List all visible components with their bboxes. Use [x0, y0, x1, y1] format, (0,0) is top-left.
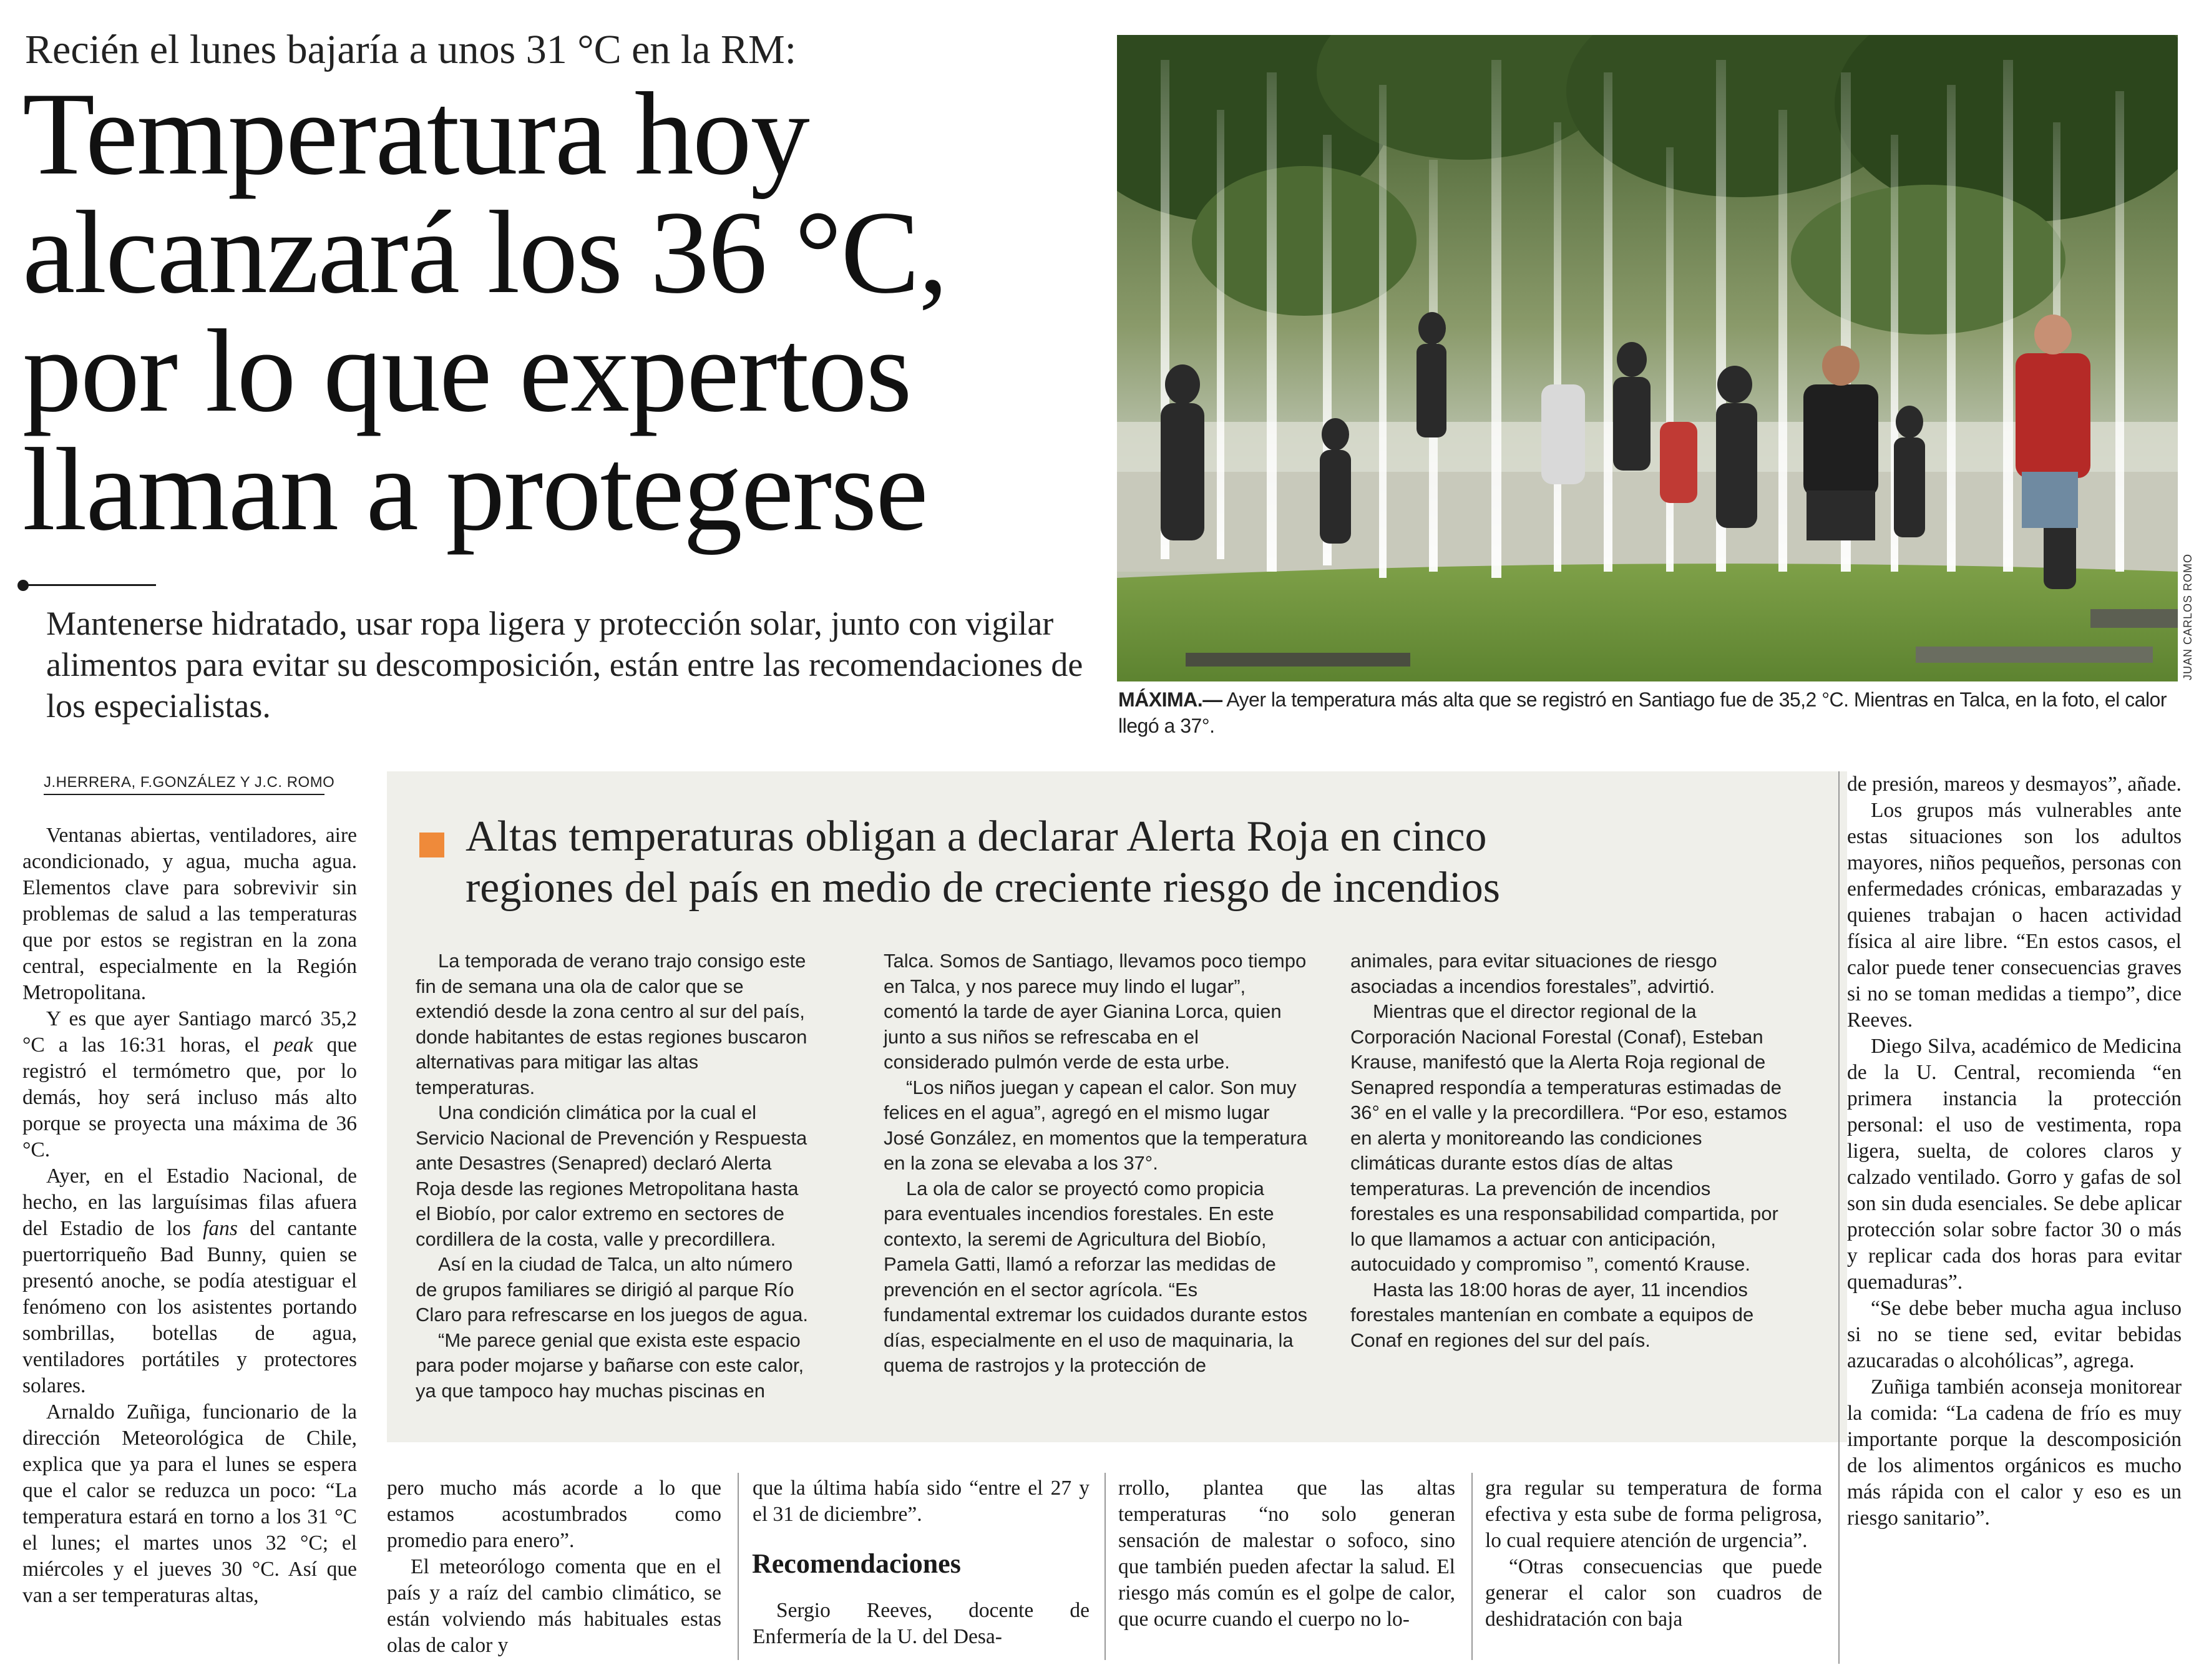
column-divider: [1104, 1473, 1106, 1660]
paragraph: “Se debe beber mucha agua incluso si no se tiene sed, evitar bebidas azucaradas o alcohólicas”, agrega.: [1847, 1297, 2182, 1372]
headline-line: Temperatura hoy: [22, 69, 809, 200]
byline: J.HERRERA, F.GONZÁLEZ Y J.C. ROMO: [44, 774, 335, 791]
caption-text: Ayer la temperatura más alta que se registró en Santiago fue de 35,2 °C. Mientras en Talca, en la foto, el calor llegó a 37°.: [1118, 688, 2167, 737]
paragraph: Así en la ciudad de Talca, un alto número de grupos familiares se dirigió al parque Río Claro para refrescarse en los juegos de agua.: [416, 1253, 808, 1326]
paragraph: rrollo, plantea que las altas temperaturas “no solo generan sensación de malestar o sofoco, sino que también pueden afectar la salud. El riesgo más común es el golpe de calor, que ocurre cuando el cuerpo no lo-: [1118, 1477, 1455, 1631]
fountain-photo: [1117, 35, 2178, 681]
paragraph: Sergio Reeves, docente de Enfermería de la U. del Desa-: [753, 1599, 1090, 1648]
byline-rule: [44, 794, 324, 795]
paragraph: La ola de calor se proyectó como propicia para eventuales incendios forestales. En este contexto, la seremi de Agricultura del Biobío, Pamela Gatti, llamó a reforzar las medidas de prevención en el sector agrícola. “Es fundamental extremar los cuidados durante estos días, especialmente en el uso de maquinaria, la quema de rastrojos y la protección de: [884, 1177, 1307, 1376]
section-heading: Recomendaciones: [752, 1548, 961, 1579]
accent-square-icon: [419, 833, 444, 857]
column-divider: [1838, 771, 1840, 1664]
photo-credit: JUAN CARLOS ROMO: [2182, 553, 2194, 680]
paragraph: de presión, mareos y desmayos”, añade.: [1847, 773, 2182, 796]
body-column-1: [22, 823, 357, 1609]
paragraph: Zuñiga también aconseja monitorear la comida: “La cadena de frío es muy importante porque la descomposición de los alimentos orgánicos es mucho más rápida con el calor y eso es un riesgo sanitario”.: [1847, 1375, 2182, 1530]
headline: [22, 69, 1096, 555]
caption-label: MÁXIMA.—: [1118, 688, 1222, 711]
headline-line: por lo que expertos: [22, 306, 911, 437]
paragraph: animales, para evitar situaciones de riesgo asociadas a incendios forestales”, advirtió.: [1350, 950, 1717, 997]
column-divider: [738, 1473, 739, 1660]
paragraph: Talca. Somos de Santiago, llevamos poco tiempo en Talca, y nos parece muy lindo el lugar”, comentó la tarde de ayer Gianina Lorca, quien junto a sus niños se refrescaba en el considerado pulmón verde de esta urbe.: [884, 950, 1307, 1073]
headline-line: alcanzará los 36 °C,: [22, 187, 947, 318]
paragraph: Los grupos más vulnerables ante estas situaciones son los adultos mayores, niños pequeños, personas con enfermedades crónicas, embarazadas y quienes trabajan o hacen actividad física al aire libre. “En estos casos, el calor puede tener consecuencias graves si no se toman medidas a tiempo”, dice Reeves.: [1847, 799, 2182, 1032]
box-column-2: [884, 949, 1308, 1379]
paragraph: Diego Silva, académico de Medicina de la U. Central, recomienda “en primera instancia la protección personal: el uso de vestimenta, ropa ligera, suelta, de colores claros y calzado ventilado. Gorro y gafas de sol son sin duda esenciales. Se debe aplicar protección solar sobre factor 30 o más y replicar cada dos horas para evitar quemaduras”.: [1847, 1035, 2182, 1294]
photo-caption: [1118, 686, 2179, 739]
paragraph: Hasta las 18:00 horas de ayer, 11 incendios forestales mantenían en combate a equipos de Conaf en regiones del sur del país.: [1350, 1278, 1754, 1351]
summary: Mantenerse hidratado, usar ropa ligera y protección solar, junto con vigilar alimentos para evitar su descomposición, están entre las recomendaciones de los especialistas.: [46, 605, 1083, 725]
paragraph: Ventanas abiertas, ventiladores, aire acondicionado, y agua, mucha agua. Elementos clave para sobrevivir sin problemas de salud a las temperaturas que por estos se registran en la zona central, especialmente en la Región Metropolitana.: [22, 824, 357, 1004]
body-column-4: [1118, 1475, 1455, 1633]
box-title: Altas temperaturas obligan a declarar Alerta Roja en cinco regiones del país en medio de creciente riesgo de incendios: [466, 813, 1500, 912]
paragraph: que la última había sido “entre el 27 y el 31 de diciembre”.: [753, 1477, 1090, 1526]
paragraph: Una condición climática por la cual el Servicio Nacional de Prevención y Respuesta ante Desastres (Senapred) declaró Alerta Roja desde las regiones Metropolitana hasta el Biobío, por calor extremo en sectores de cordillera de la costa, valle y precordillera.: [416, 1101, 807, 1250]
paragraph: Mientras que el director regional de la Corporación Nacional Forestal (Conaf), Esteban Krause, manifestó que la Alerta Roja regional de Senapred respondía a temperaturas estimadas de 36° en el valle y la precordillera. “Por eso, estamos en alerta y monitoreando las condiciones climáticas durante estos días de altas temperaturas. La prevención de incendios forestales es una responsabilidad compartida, por lo que llamamos a actuar con anticipación, autocuidado y compromiso ”, comentó Krause.: [1350, 1000, 1787, 1275]
paragraph: Y es que ayer Santiago marcó 35,2 °C a las 16:31 horas, el peak que registró el termómetro que, por lo demás, hoy será incluso más alto porque se proyecta una máxima de 36 °C.: [22, 1007, 357, 1161]
paragraph: gra regular su temperatura de forma efectiva y esta sube de forma peligrosa, lo cual requiere atención de urgencia”.: [1485, 1477, 1822, 1552]
body-column-3: [753, 1475, 1090, 1528]
paragraph: “Los niños juegan y capean el calor. Son muy felices en el agua”, agregó en el mismo lugar José González, en momentos que la temperatura en la zona se elevaba a los 37°.: [884, 1076, 1307, 1174]
paragraph: Ayer, en el Estadio Nacional, de hecho, en las larguísimas filas afuera del Estadio de los fans del cantante puertorriqueño Bad Bunny, quien se presentó anoche, se podía atestiguar el fenómeno con los asistentes portando sombrillas, botellas de agua, ventiladores portátiles y protectores solares.: [22, 1165, 357, 1397]
box-column-1: [416, 949, 809, 1404]
paragraph: pero mucho más acorde a lo que estamos acostumbrados como promedio para enero”.: [387, 1477, 721, 1552]
box-column-3: [1350, 949, 1787, 1353]
paragraph: Arnaldo Zuñiga, funcionario de la dirección Meteorológica de Chile, explica que ya para el lunes se espera que el calor se reduzca un poco: “La temperatura estará en torno a los 31 °C el lunes; el martes unos 32 °C; el miércoles y el jueves 30 °C. Así que van a ser temperaturas altas,: [22, 1400, 357, 1607]
paragraph: El meteorólogo comenta que en el país y a raíz del cambio climático, se están volviendo más habituales estas olas de calor y: [387, 1555, 721, 1657]
column-divider: [1471, 1473, 1473, 1660]
headline-line: llaman a protegerse: [22, 424, 927, 555]
paragraph: La temporada de verano trajo consigo este fin de semana una ola de calor que se extendió desde la zona centro al sur del país, donde habitantes de estas regiones buscaron alternativas para mitigar las altas temperaturas.: [416, 950, 807, 1098]
divider: [17, 584, 156, 587]
body-column-2: [387, 1475, 721, 1659]
paragraph: “Otras consecuencias que puede generar el calor son cuadros de deshidratación con baja: [1485, 1555, 1822, 1631]
body-column-5: [1485, 1475, 1822, 1633]
kicker: Recién el lunes bajaría a unos 31 °C en la RM:: [25, 27, 797, 72]
body-column-6: [1847, 771, 2182, 1531]
paragraph: “Me parece genial que exista este espacio para poder mojarse y bañarse con este calor, ya que tampoco hay muchas piscinas en: [416, 1329, 804, 1402]
body-column-3b: [753, 1598, 1090, 1650]
